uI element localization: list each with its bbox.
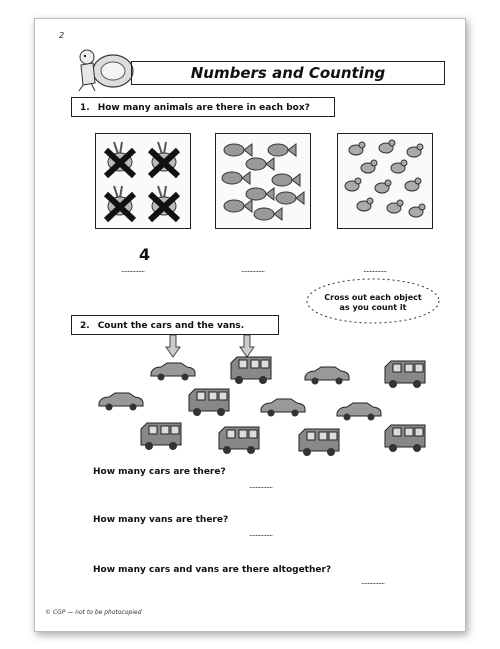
fish-icon (272, 174, 300, 186)
question-1-text: How many animals are there in each box? (97, 103, 310, 113)
animal-box-rabbits (95, 133, 191, 229)
rabbit-icon (150, 142, 178, 176)
bird-icon (409, 204, 425, 217)
question-cars: How many cars are there? (93, 467, 226, 477)
van-icon (385, 361, 425, 388)
page-number: 2 (59, 31, 65, 40)
answer-line-box3[interactable]: ............... (363, 265, 387, 274)
vehicles-area (91, 353, 451, 457)
animal-box-fish (215, 133, 311, 229)
bird-icon (379, 140, 395, 153)
van-icon (189, 389, 229, 416)
fish-icon (224, 200, 252, 212)
hint-line-2: as you count it (339, 303, 407, 312)
car-icon (99, 393, 143, 411)
worksheet-page (34, 18, 466, 632)
rabbit-icon (106, 186, 134, 220)
hint-line-1: Cross out each object (324, 293, 422, 302)
answer-line-cars[interactable]: ............... (249, 481, 273, 490)
bird-icon (391, 160, 407, 173)
fish-icon (246, 158, 274, 170)
bird-icon (357, 198, 373, 211)
rabbit-icon (106, 142, 134, 176)
hint-bubble (303, 293, 443, 313)
question-1-box (71, 97, 335, 117)
bird-icon (387, 200, 403, 213)
rabbit-icon (150, 186, 178, 220)
question-vans: How many vans are there? (93, 515, 229, 525)
answer-line-box1[interactable]: ............... (121, 265, 145, 274)
car-icon (337, 403, 381, 421)
fish-icon (268, 144, 296, 156)
bird-icon (361, 160, 377, 173)
animal-box-birds (337, 133, 433, 229)
question-2-number: 2. (80, 321, 90, 331)
van-icon (299, 429, 339, 456)
answer-line-total[interactable]: ............... (361, 577, 385, 586)
car-icon (305, 367, 349, 385)
mascot-icon (69, 43, 135, 93)
fish-icon (276, 192, 304, 204)
page-title: Numbers and Counting (190, 64, 386, 82)
bird-icon (345, 178, 361, 191)
fish-icon (222, 172, 250, 184)
bird-icon (349, 142, 365, 155)
question-1-number: 1. (80, 103, 90, 113)
bird-icon (407, 144, 423, 157)
title-bar (131, 61, 445, 85)
question-total: How many cars and vans are there altogether? (93, 565, 332, 575)
answer-line-box2[interactable]: ............... (241, 265, 265, 274)
car-icon (151, 363, 195, 381)
copyright-footer: © CGP — not to be photocopied (45, 609, 142, 616)
bird-icon (405, 178, 421, 191)
fish-icon (224, 144, 252, 156)
answer-line-vans[interactable]: ............... (249, 529, 273, 538)
van-icon (385, 425, 425, 452)
van-icon (141, 423, 181, 450)
van-icon (219, 427, 259, 454)
bird-icon (375, 180, 391, 193)
fish-icon (246, 188, 274, 200)
q1-answer-box1: 4 (139, 245, 151, 264)
car-icon (261, 399, 305, 417)
question-2-text: Count the cars and the vans. (97, 321, 245, 331)
question-2-box (71, 315, 279, 335)
fish-icon (254, 208, 282, 220)
van-icon (231, 357, 271, 384)
